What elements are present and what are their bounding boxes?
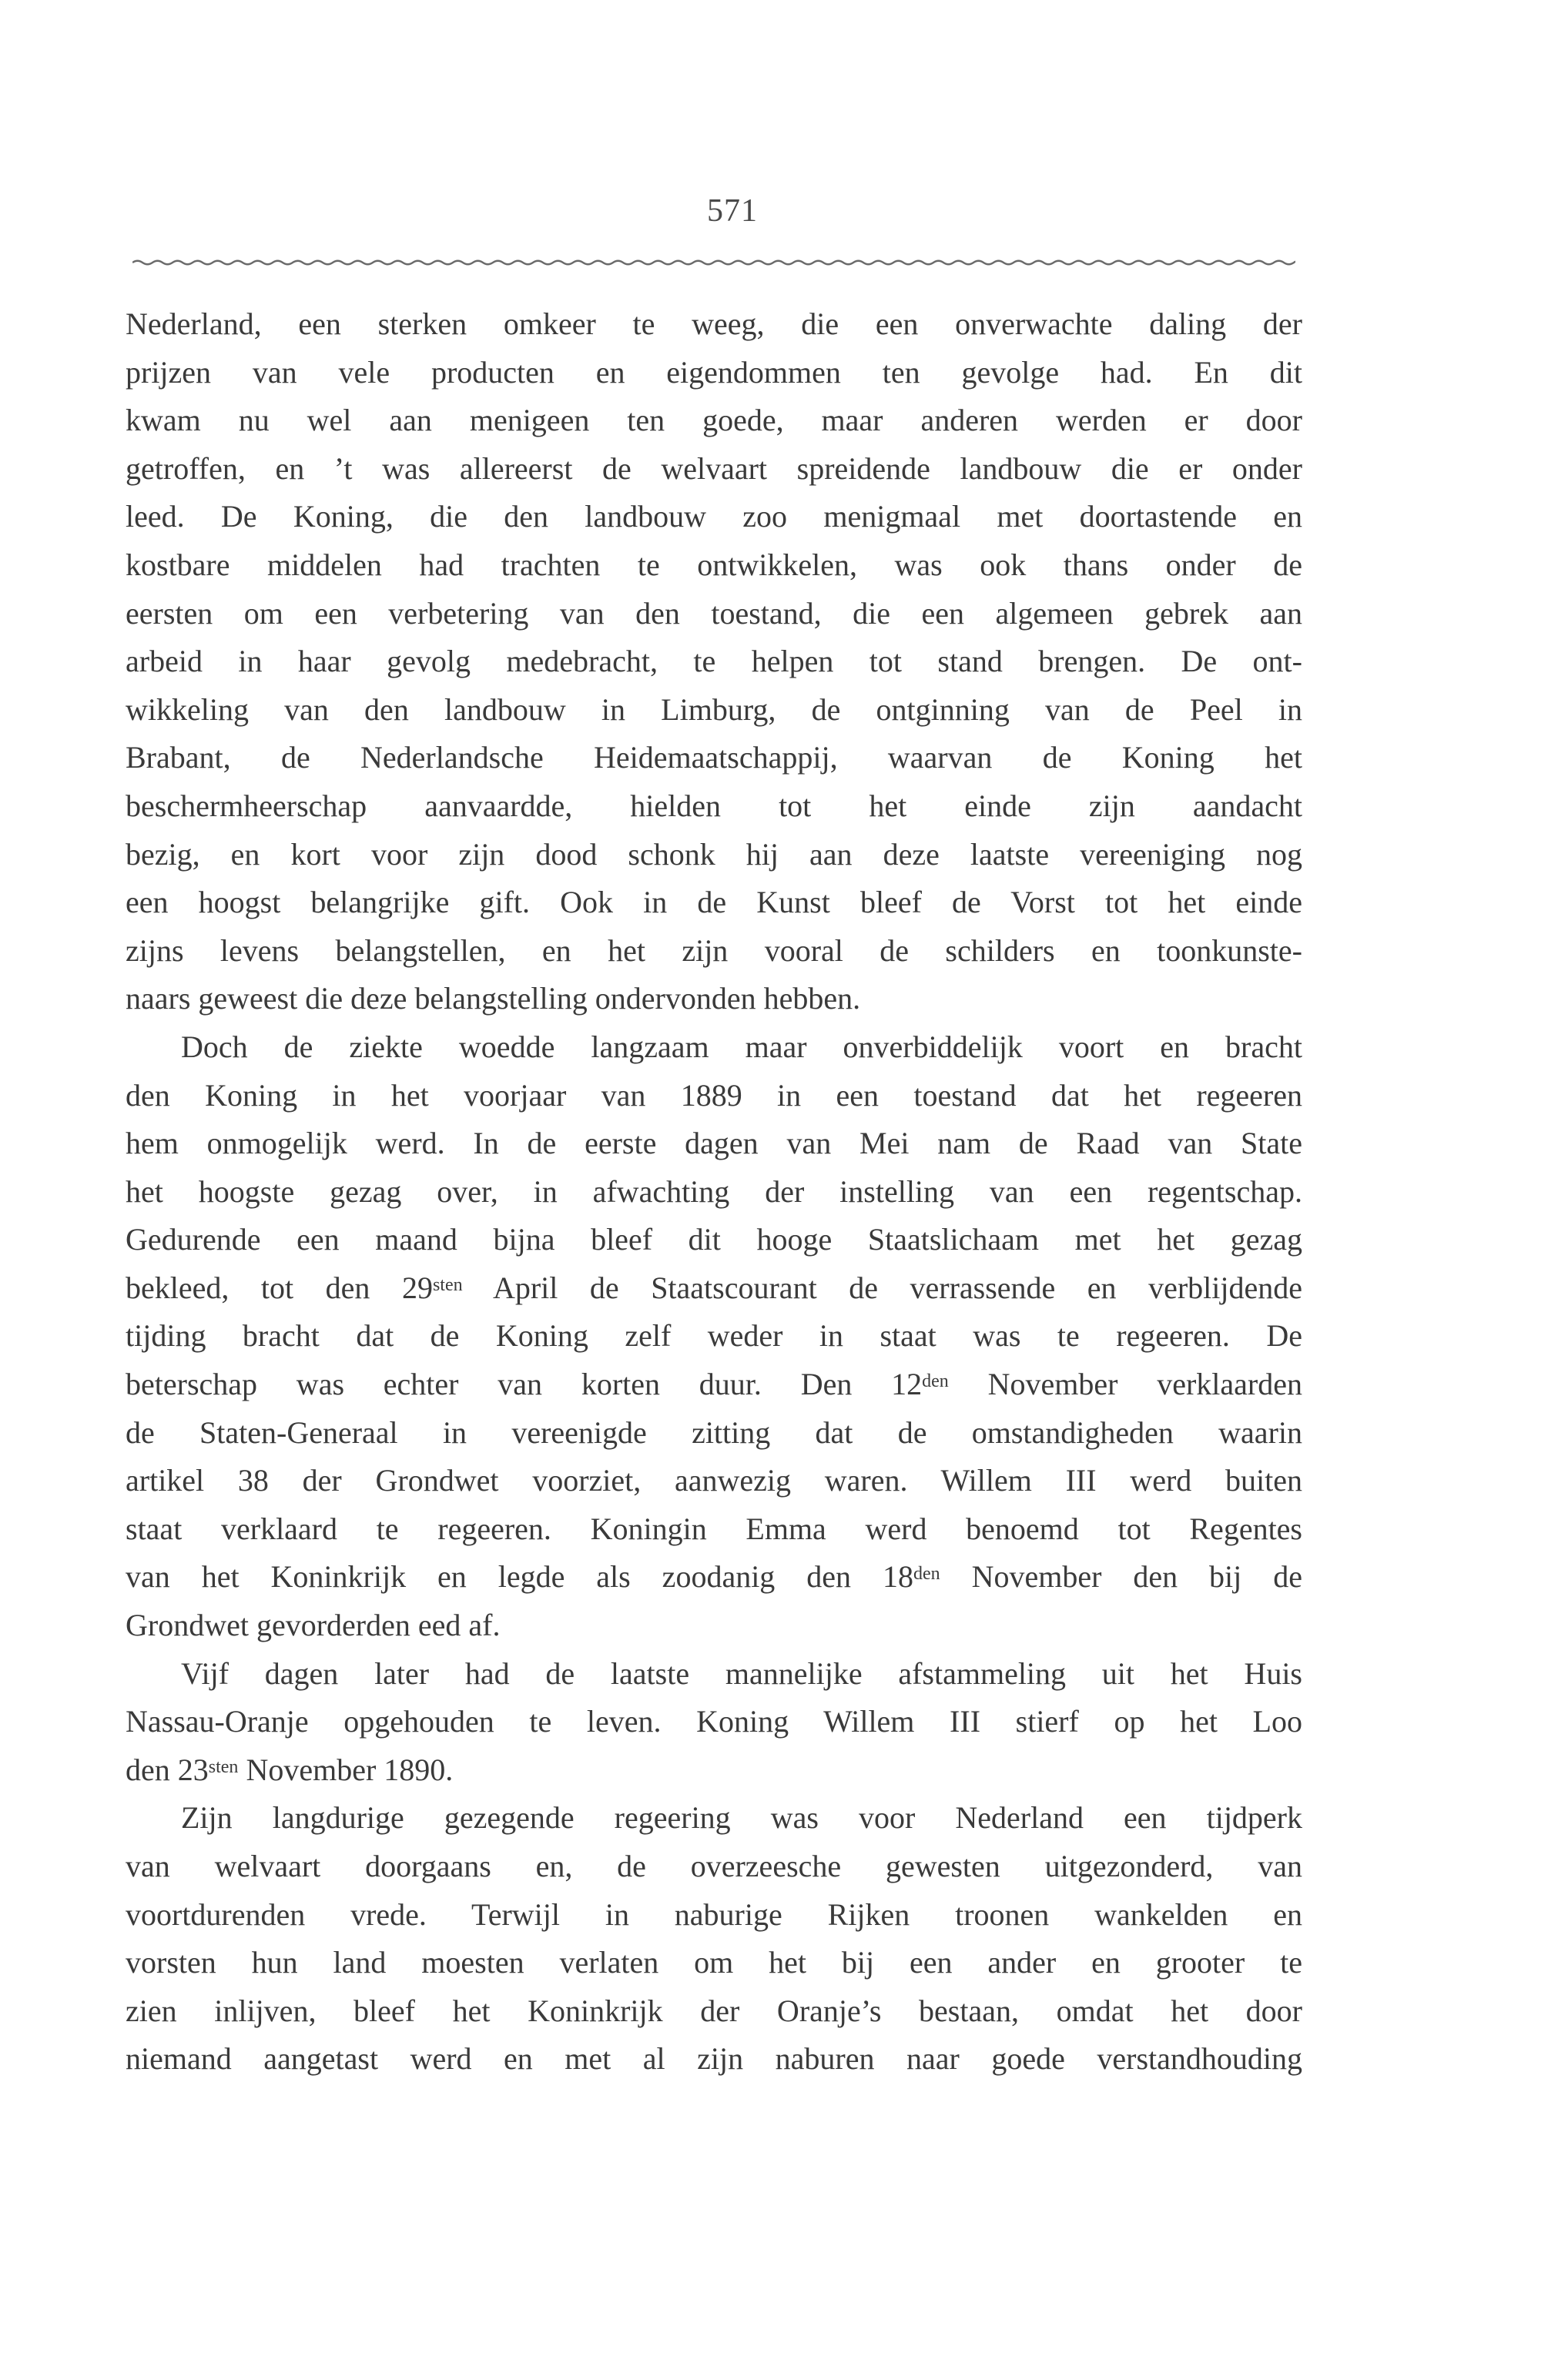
text-line: prijzen van vele producten en eigendommen ten gevolge had. En dit: [126, 354, 1302, 390]
text-line: tijding bracht dat de Koning zelf weder in staat was te regeeren. De: [126, 1318, 1302, 1354]
text-line: arbeid in haar gevolg medebracht, te helpen tot stand brengen. De ont-: [126, 644, 1302, 679]
text-line: Doch de ziekte woedde langzaam maar onverbiddelijk voort en bracht: [181, 1029, 1302, 1064]
text-line: wikkeling van den landbouw in Limburg, de ontginning van de Peel in: [126, 691, 1302, 727]
text-line: kwam nu wel aan menigeen ten goede, maar anderen werden er door: [126, 403, 1302, 438]
text-line: het hoogste gezag over, in afwachting der instelling van een regentschap.: [126, 1173, 1302, 1209]
text-line: vorsten hun land moesten verlaten om het bij een ander en grooter te: [126, 1945, 1302, 1980]
text-line: hem onmogelijk werd. In de eerste dagen van Mei nam de Raad van State: [126, 1126, 1302, 1161]
text-line: van het Koninkrijk en legde als zoodanig den $18^{den}$ November den bij de: [126, 1559, 1302, 1595]
text-line: bezig, en kort voor zijn dood schonk hij aan deze laatste vereeniging nog: [126, 836, 1302, 872]
text-line: Brabant, de Nederlandsche Heidemaatschappij, waarvan de Koning het: [126, 740, 1302, 775]
text-line: beterschap was echter van korten duur. Den $12^{den}$ November verklaarden: [126, 1367, 1302, 1402]
text-line: Nederland, een sterken omkeer te weeg, die een onverwachte daling der: [126, 306, 1302, 341]
text-line: voortdurenden vrede. Terwijl in naburige Rijken troonen wankelden en: [126, 1896, 1302, 1932]
text-line: een hoogst belangrijke gift. Ook in de Kunst bleef de Vorst tot het einde: [126, 885, 1302, 920]
text-line: zien inlijven, bleef het Koninkrijk der Oranje’s bestaan, omdat het door: [126, 1993, 1302, 2028]
text-line: Vijf dagen later had de laatste mannelijke afstammeling uit het Huis: [181, 1655, 1302, 1691]
text-line: den Koning in het voorjaar van 1889 in een toestand dat het regeeren: [126, 1077, 1302, 1113]
text-line: Gedurende een maand bijna bleef dit hooge Staatslichaam met het gezag: [126, 1222, 1302, 1257]
text-line: staat verklaard te regeeren. Koningin Emma werd benoemd tot Regentes: [126, 1511, 1302, 1546]
text-line: eersten om een verbetering van den toestand, die een algemeen gebrek aan: [126, 595, 1302, 631]
text-line: zijns levens belangstellen, en het zijn vooral de schilders en toonkunste-: [126, 932, 1302, 968]
text-line: de Staten-Generaal in vereenigde zitting dat de omstandigheden waarin: [126, 1414, 1302, 1450]
text-line: den $23^{sten}$ November 1890.: [126, 1752, 454, 1787]
text-line: Nassau-Oranje opgehouden te leven. Koning Willem III stierf op het Loo: [126, 1704, 1302, 1739]
text-line: van welvaart doorgaans en, de overzeesche gewesten uitgezonderd, van: [126, 1849, 1302, 1883]
text-line: Grondwet gevorderden eed af.: [126, 1608, 501, 1643]
text-line: niemand aangetast werd en met al zijn naburen naar goede verstandhouding: [126, 2041, 1302, 2077]
text-line: beschermheerschap aanvaardde, hielden tot het einde zijn aandacht: [126, 788, 1302, 823]
body-text: [126, 300, 1302, 2084]
text-line: bekleed, tot den $29^{sten}$ April de Staatscourant de verrassende en verblijdende: [126, 1270, 1303, 1305]
text-line: kostbare middelen had trachten te ontwikkelen, was ook thans onder de: [126, 547, 1302, 582]
text-line: Zijn langdurige gezegende regeering was voor Nederland een tijdperk: [181, 1800, 1302, 1836]
text-line: getroffen, en ’t was allereerst de welvaart spreidende landbouw die er onder: [126, 450, 1302, 486]
wavy-header-rule: [132, 253, 1295, 273]
page-number: 571: [707, 193, 758, 229]
text-line: leed. De Koning, die den landbouw zoo menigmaal met doortastende en: [126, 499, 1302, 534]
text-line: artikel 38 der Grondwet voorziet, aanwezig waren. Willem III werd buiten: [126, 1463, 1302, 1498]
text-line: naars geweest die deze belangstelling ondervonden hebben.: [126, 981, 861, 1016]
